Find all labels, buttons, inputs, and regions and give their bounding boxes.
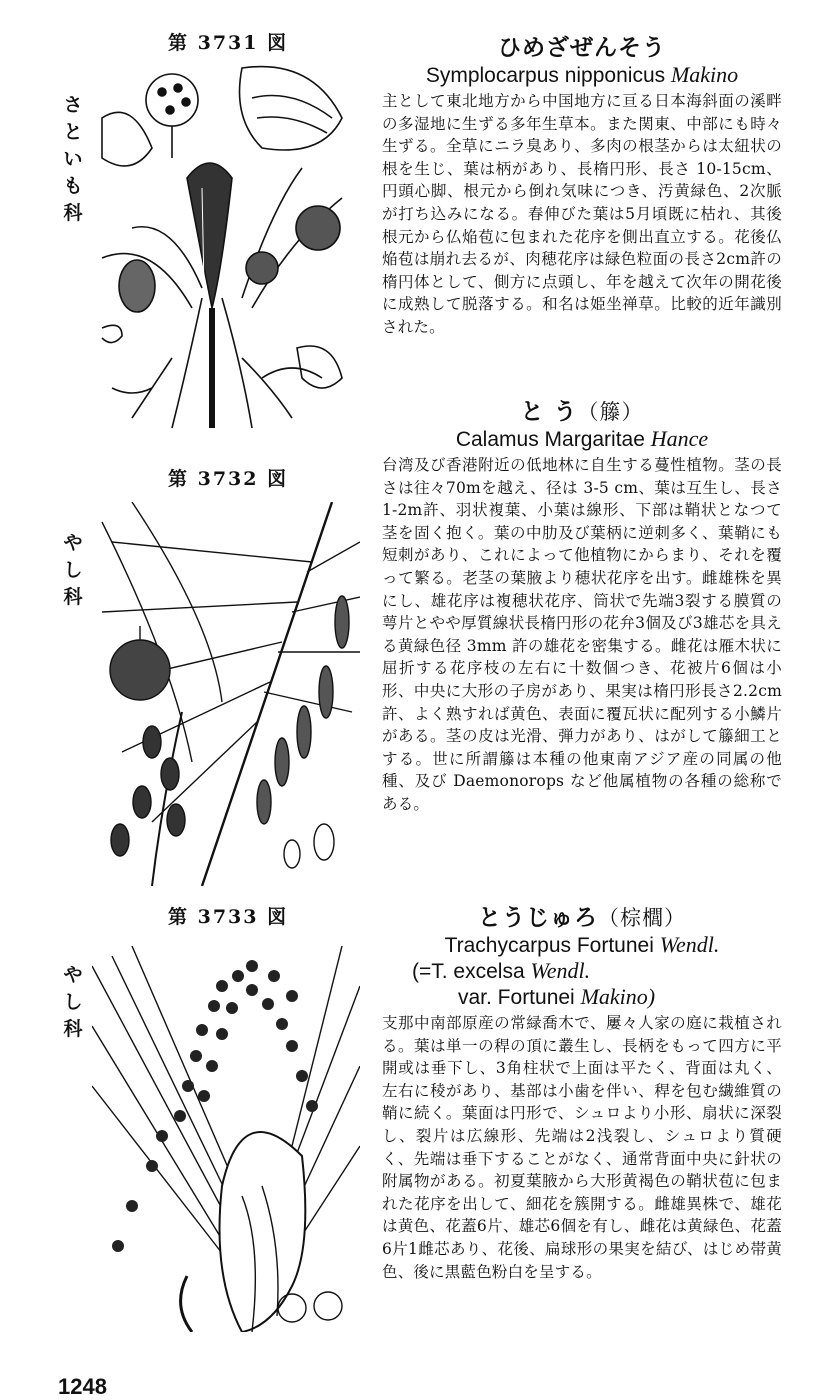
author-name: Makino): [580, 984, 656, 1009]
kanji-name: （棕櫚）: [598, 906, 686, 930]
entry-description: 台湾及び香港附近の低地林に自生する蔓性植物。茎の長さは往々70mを越え、径は 3-5 cm、葉は互生し、長さ1-2m許、羽状複葉、小葉は線形、下部は鞘状となつて茎を固く抱く。葉の中肋及び葉柄に逆刺多く、葉鞘にも短刺があり、これによって他植物にからまり、それを覆って繁る。老茎の葉腋より穂状花序を出す。雌雄株を異にし、雄花序は複穂状花序、筒状で先端3裂する膜質の萼片とやや厚質線状長楕円形の花弁3個及び3雄芯を具える黄緑色径 3mm 許の雄花を密集する。雌花は雁木状に屈折する花序枝の左右に十数個つき、花被片6個は小形、中央に大形の子房があり、果実は楕円形長さ2.2cm許、よく熟すれば黄色、表面に覆瓦状に配列する小鱗片がある。茎の皮は光滑、弾力があり、はがして籐細工とする。世に所謂籐は本種の他東南アジア産の同属の他種、及び Daemonorops など他属植物の各種の総称である。: [382, 456, 782, 813]
family-label-palmae-1: [60, 530, 86, 611]
family-char: し: [63, 991, 83, 1013]
entry-himezazensou: [382, 34, 782, 339]
author-name: Hance: [650, 426, 709, 451]
scientific-name: [382, 932, 782, 958]
figure-label-3731: 第 3731 図: [168, 32, 289, 54]
figure-label-3733: 第 3733 図: [168, 906, 289, 928]
entry-tou: [382, 398, 782, 816]
windmill-palm-illustration: [92, 946, 360, 1332]
entry-toujuro: [382, 904, 782, 1283]
entry-title: [382, 398, 782, 426]
kanji-name: （籐）: [577, 400, 644, 424]
family-char: と: [63, 121, 83, 143]
synonym-name: (=T. excelsa: [412, 960, 525, 983]
rattan-palm-illustration: [92, 502, 360, 886]
family-char: 科: [63, 1018, 83, 1040]
author-name: Wendl.: [659, 932, 720, 957]
synonym-variety: var. Fortunei: [458, 986, 575, 1009]
family-label-palmae-2: [60, 962, 86, 1043]
family-char: 科: [63, 586, 83, 608]
family-char: も: [63, 175, 83, 197]
entry-description: 主として東北地方から中国地方に亘る日本海斜面の溪畔の多湿地に生ずる多年生草本。また関東、中部にも時々生ずる。全草にニラ臭あり、多肉の根茎からは太紐状の根を生じ、葉は柄があり、長楕円形、長さ 10-15cm、円頭心脚、根元から倒れ気味につき、汚黄緑色、2次脈が打ち込みになる。春伸びた葉は5月頃既に枯れ、其後根元から仏焔苞に包まれた花序を側出直立する。花後仏焔苞は崩れ去るが、肉穂花序は緑色粒面の長さ2cm許の楕円体として、側方に点頭し、年を越えて次年の開花後に成熟して脱落する。和名は姫坐禅草。比較的近年識別された。: [382, 92, 782, 336]
family-label-araceae: [60, 92, 86, 227]
japanese-name: ひめざぜんそう: [498, 35, 666, 61]
family-char: し: [63, 559, 83, 581]
author-name: Makino: [670, 62, 739, 87]
synonym-line: [382, 958, 782, 984]
entry-title: [382, 34, 782, 62]
japanese-name: とうじゅろ: [478, 905, 598, 931]
family-char: や: [63, 964, 83, 986]
japanese-name: と う: [520, 399, 578, 425]
scientific-name: [382, 62, 782, 88]
page-number: 1248: [58, 1374, 107, 1399]
species-name: Symplocarpus nipponicus: [425, 64, 666, 87]
synonym-line: [382, 984, 782, 1010]
scientific-name: [382, 426, 782, 452]
family-char: 科: [63, 202, 83, 224]
species-name: Trachycarpus Fortunei: [444, 934, 654, 957]
figure-label-3732: 第 3732 図: [168, 468, 289, 490]
entry-title: [382, 904, 782, 932]
family-char: さ: [63, 94, 83, 116]
family-char: や: [63, 532, 83, 554]
family-char: い: [63, 148, 83, 170]
species-name: Calamus Margaritae: [455, 428, 645, 451]
author-name: Wendl.: [530, 958, 591, 983]
skunk-cabbage-illustration: [92, 58, 360, 438]
entry-description: 支那中南部原産の常緑喬木で、屢々人家の庭に栽植される。葉は単一の稈の頂に叢生し、長柄をもって四方に平開或は垂下し、3角柱状で上面は平たく、背面は丸く、左右に稜があり、基部は小歯を伴い、稈を包む繊維質の鞘に続く。葉面は円形で、シュロより小形、扇状に深裂し、裂片は広線形、先端は2浅裂し、シュロより質硬く、先端は垂下することがなく、通常背面中央に針状の附属物がある。初夏葉腋から大形黄褐色の鞘状苞に包まれた花序を出して、細花を簇開する。雌雄異株で、雄花は黄色、花蓋6片、雄芯6個を有し、雌花は黄緑色、花蓋6片1雌芯あり、花後、扁球形の果実を結び、はじめ帯黄色、後に黒藍色粉白を呈する。: [382, 1014, 782, 1281]
